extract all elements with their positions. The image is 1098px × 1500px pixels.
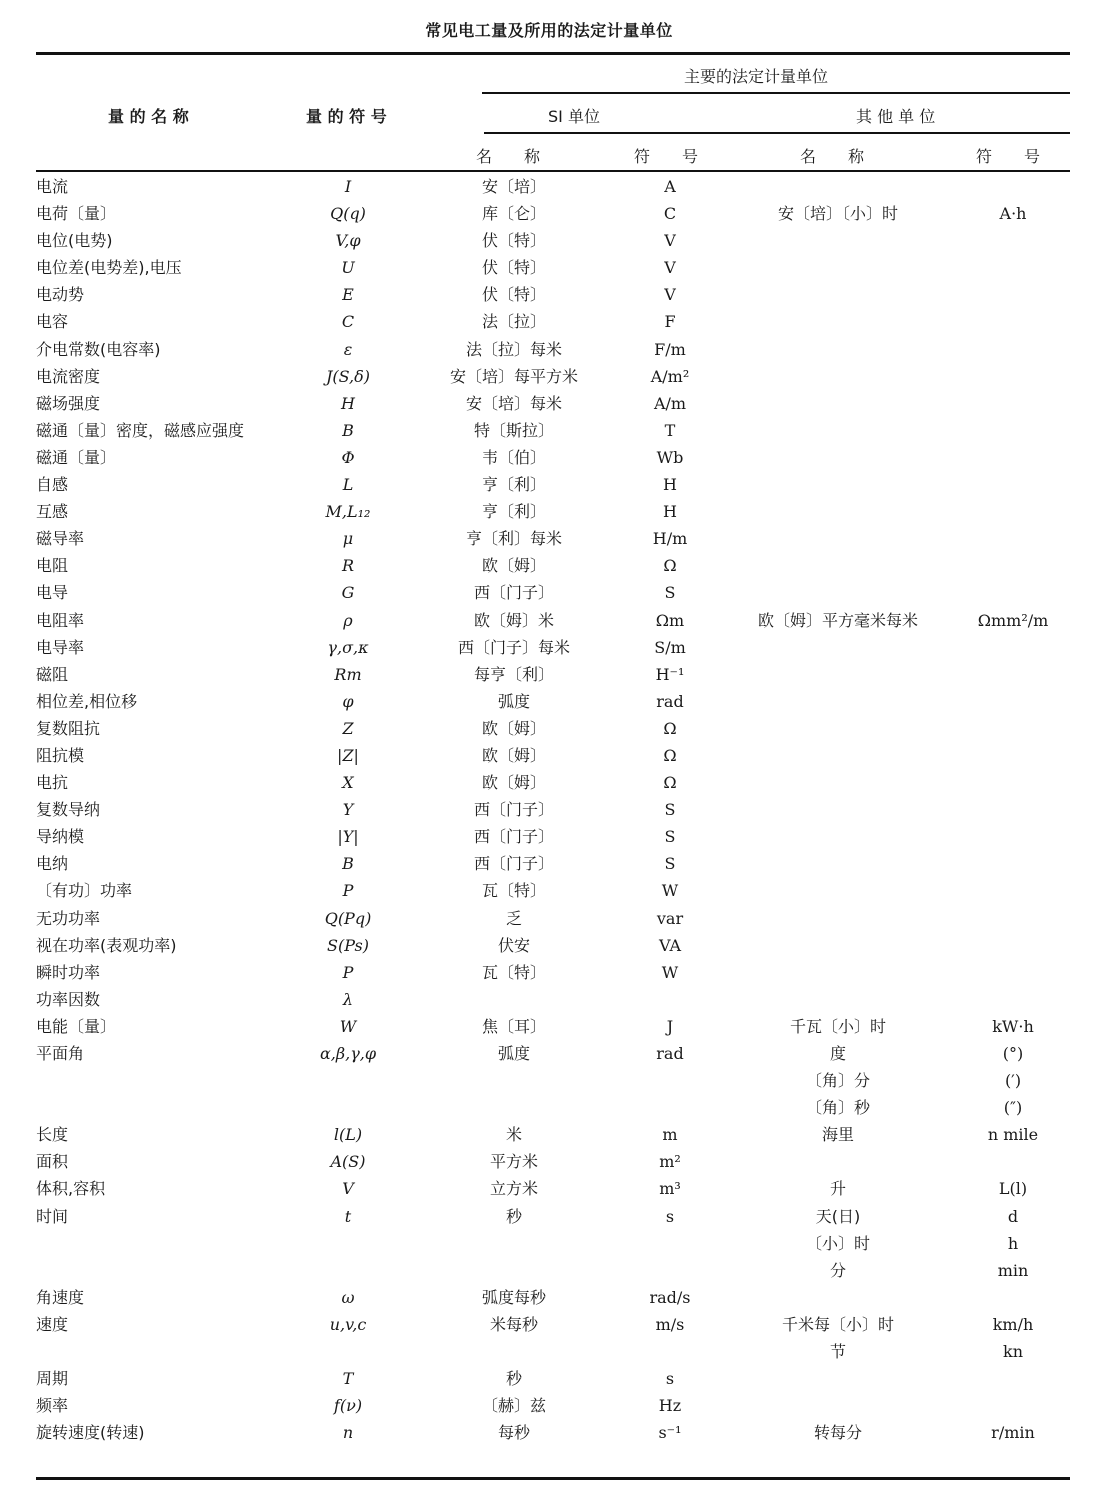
other-unit-symbol: Ωmm²/m — [977, 610, 1049, 630]
quantity-symbol: α,β,γ,φ — [319, 1044, 377, 1063]
si-unit-symbol: A/m — [653, 393, 687, 413]
si-unit-name: 韦〔伯〕 — [481, 447, 547, 467]
table-row — [0, 960, 1098, 987]
table-row — [0, 1095, 1098, 1122]
table-row — [0, 499, 1098, 526]
table-row — [0, 635, 1098, 662]
table-row — [0, 1339, 1098, 1366]
quantity-name: 电纳 — [36, 854, 69, 874]
other-unit-name: 节 — [829, 1342, 847, 1362]
si-unit-name: 库〔仑〕 — [481, 204, 547, 224]
quantity-symbol: B — [342, 854, 354, 874]
table-row — [0, 608, 1098, 635]
other-unit-name: 千米每〔小〕时 — [781, 1314, 895, 1334]
quantity-symbol: U — [341, 258, 355, 278]
si-unit-symbol: m² — [659, 1152, 681, 1172]
header-main-units: 主要的法定计量单位 — [684, 67, 829, 86]
si-unit-name: 西〔门子〕 — [473, 854, 555, 874]
si-unit-symbol: s⁻¹ — [658, 1423, 682, 1443]
quantity-symbol: I — [344, 177, 352, 196]
si-unit-name: 欧〔姆〕 — [481, 745, 547, 765]
si-unit-name: 弧度 — [497, 1044, 531, 1063]
other-unit-name: 〔角〕秒 — [805, 1098, 871, 1118]
si-unit-name: 西〔门子〕 — [473, 827, 555, 847]
quantity-symbol: B — [342, 420, 354, 440]
other-unit-symbol: (″) — [1003, 1098, 1023, 1118]
quantity-symbol: n — [342, 1423, 354, 1443]
quantity-name: 自感 — [36, 475, 69, 495]
other-unit-symbol: km/h — [992, 1314, 1034, 1334]
si-unit-name: 欧〔姆〕 — [481, 718, 547, 738]
si-unit-name: 米每秒 — [489, 1314, 539, 1334]
quantity-symbol: T — [342, 1369, 354, 1389]
quantity-symbol: γ,σ,κ — [327, 637, 369, 657]
quantity-symbol: W — [339, 1016, 357, 1036]
quantity-symbol: l(L) — [333, 1125, 363, 1145]
si-unit-symbol: H — [663, 502, 677, 522]
si-unit-name: 安〔培〕 — [481, 177, 547, 196]
quantity-name: 角速度 — [36, 1287, 85, 1307]
table-row — [0, 174, 1098, 201]
quantity-name: 电流密度 — [36, 366, 101, 386]
table-body — [0, 174, 1098, 1447]
quantity-name: 平面角 — [36, 1044, 85, 1063]
quantity-symbol: |Z| — [337, 745, 359, 765]
si-unit-name: 伏〔特〕 — [481, 258, 547, 278]
table-row — [0, 1312, 1098, 1339]
table-row — [0, 662, 1098, 689]
table-row — [0, 1068, 1098, 1095]
quantity-symbol: Rm — [334, 664, 362, 684]
other-unit-symbol: n mile — [987, 1125, 1039, 1145]
quantity-symbol: Y — [342, 800, 354, 820]
table-row — [0, 1014, 1098, 1041]
table-row — [0, 824, 1098, 851]
table-row — [0, 391, 1098, 418]
quantity-symbol: R — [341, 556, 355, 576]
other-unit-name: 〔角〕分 — [805, 1071, 871, 1091]
quantity-name: 无功功率 — [36, 908, 101, 928]
table-row — [0, 987, 1098, 1014]
quantity-symbol: Z — [342, 718, 354, 738]
quantity-symbol: Φ — [341, 447, 355, 467]
table-row — [0, 851, 1098, 878]
quantity-symbol: L — [342, 475, 354, 495]
si-unit-symbol: rad — [656, 1044, 684, 1063]
si-unit-name: 乏 — [505, 908, 523, 928]
si-unit-symbol: S — [664, 827, 676, 847]
si-unit-name: 〔赫〕兹 — [481, 1396, 547, 1416]
quantity-symbol: φ — [342, 691, 354, 711]
si-unit-symbol: C — [663, 204, 677, 224]
table-row — [0, 580, 1098, 607]
quantity-name: 旋转速度(转速) — [36, 1423, 145, 1443]
header-si-units: SI 单位 — [548, 107, 600, 126]
table-row — [0, 1122, 1098, 1149]
quantity-symbol: A(S) — [330, 1152, 366, 1172]
si-unit-symbol: V — [664, 258, 676, 278]
quantity-name: 磁场强度 — [36, 393, 101, 413]
table-row — [0, 364, 1098, 391]
quantity-symbol: |Y| — [337, 827, 359, 847]
other-unit-name: 海里 — [821, 1125, 855, 1145]
quantity-name: 频率 — [36, 1396, 69, 1416]
quantity-name: 长度 — [36, 1125, 69, 1145]
si-unit-name: 伏〔特〕 — [481, 231, 547, 251]
other-unit-name: 升 — [829, 1179, 847, 1199]
si-unit-name: 每秒 — [497, 1423, 531, 1443]
table-row — [0, 472, 1098, 499]
quantity-name: 体积,容积 — [36, 1179, 106, 1199]
quantity-name: 电阻 — [36, 556, 69, 576]
table-row — [0, 797, 1098, 824]
si-unit-symbol: A — [664, 177, 676, 196]
si-unit-symbol: m/s — [655, 1314, 685, 1334]
quantity-symbol: Q(Pq) — [324, 908, 372, 928]
quantity-symbol: C — [341, 312, 355, 332]
table-row — [0, 1393, 1098, 1420]
quantity-name: 阻抗模 — [36, 745, 85, 765]
quantity-symbol: G — [341, 583, 355, 603]
table-row — [0, 1149, 1098, 1176]
si-unit-symbol: m³ — [659, 1179, 681, 1199]
quantity-name: 瞬时功率 — [36, 962, 101, 982]
si-unit-symbol: Ω — [663, 718, 677, 738]
table-row — [0, 1204, 1098, 1231]
si-unit-symbol: V — [664, 285, 676, 305]
quantity-symbol: S(Ps) — [327, 935, 369, 955]
other-unit-name: 欧〔姆〕平方毫米每米 — [757, 610, 919, 630]
quantity-symbol: V,φ — [335, 231, 361, 251]
si-unit-name: 瓦〔特〕 — [481, 881, 547, 901]
other-unit-symbol: kn — [1003, 1342, 1023, 1362]
table-row — [0, 228, 1098, 255]
si-unit-name: 欧〔姆〕 — [481, 773, 547, 793]
si-unit-symbol: H/m — [652, 529, 688, 549]
si-unit-name: 每亨〔利〕 — [473, 664, 555, 684]
quantity-symbol: ε — [343, 339, 353, 359]
table-row — [0, 716, 1098, 743]
quantity-name: 介电常数(电容率) — [36, 339, 161, 359]
si-unit-symbol: s — [665, 1206, 675, 1226]
quantity-name: 磁通〔量〕密度，磁感应强度 — [36, 420, 245, 440]
quantity-name: 磁导率 — [36, 529, 85, 549]
si-unit-name: 法〔拉〕每米 — [465, 339, 563, 359]
bottom-rule — [36, 1477, 1070, 1480]
quantity-symbol: P — [342, 962, 354, 982]
top-rule — [36, 52, 1070, 55]
main-units-rule — [482, 92, 1070, 94]
table-row — [0, 1366, 1098, 1393]
other-unit-name: 天(日) — [815, 1206, 861, 1226]
other-unit-symbol: h — [1007, 1233, 1019, 1253]
quantity-name: 磁通〔量〕 — [36, 447, 117, 467]
other-unit-name: 转每分 — [813, 1423, 863, 1443]
quantity-name: 导纳模 — [36, 827, 85, 847]
quantity-name: 视在功率(表观功率) — [36, 935, 177, 955]
quantity-name: 电导率 — [36, 637, 85, 657]
si-unit-symbol: Wb — [656, 447, 684, 467]
si-unit-name: 亨〔利〕每米 — [465, 529, 563, 549]
other-unit-name: 度 — [829, 1044, 847, 1063]
quantity-name: 复数阻抗 — [36, 718, 101, 738]
si-unit-name: 安〔培〕每平方米 — [449, 366, 579, 386]
si-unit-symbol: Ωm — [655, 610, 685, 630]
quantity-name: 互感 — [36, 502, 69, 522]
si-unit-symbol: VA — [658, 935, 682, 955]
si-unit-name: 西〔门子〕每米 — [457, 637, 571, 657]
si-unit-name: 弧度 — [497, 691, 531, 711]
si-unit-name: 立方米 — [489, 1179, 539, 1199]
header-quantity-name: 量 的 名 称 — [108, 107, 189, 126]
other-unit-symbol: kW·h — [992, 1016, 1034, 1036]
table-row — [0, 1041, 1098, 1068]
si-unit-symbol: S — [664, 800, 676, 820]
header-other-units: 其 他 单 位 — [856, 107, 936, 126]
si-unit-symbol: F/m — [654, 339, 686, 359]
si-unit-symbol: m — [662, 1125, 678, 1145]
si-unit-name: 安〔培〕每米 — [465, 393, 563, 413]
other-unit-name: 千瓦〔小〕时 — [789, 1016, 887, 1036]
si-unit-name: 法〔拉〕 — [481, 312, 547, 332]
quantity-symbol: ρ — [343, 610, 353, 630]
si-unit-symbol: V — [664, 231, 676, 251]
si-unit-symbol: J — [666, 1016, 674, 1036]
quantity-name: 电能〔量〕 — [36, 1016, 117, 1036]
quantity-symbol: μ — [342, 529, 354, 549]
other-unit-symbol: r/min — [991, 1423, 1035, 1443]
quantity-name: 电荷〔量〕 — [36, 204, 117, 224]
quantity-symbol: E — [342, 285, 354, 305]
table-row — [0, 743, 1098, 770]
header-si-name: 名 称 — [476, 147, 541, 166]
quantity-symbol: V — [342, 1179, 354, 1199]
table-row — [0, 770, 1098, 797]
table-title: 常见电工量及所用的法定计量单位 — [425, 21, 673, 40]
table-row — [0, 1258, 1098, 1285]
quantity-symbol: P — [342, 881, 354, 901]
quantity-symbol: u,v,c — [329, 1314, 367, 1334]
si-unit-symbol: Ω — [663, 745, 677, 765]
quantity-name: 电阻率 — [36, 610, 85, 630]
quantity-name: 电位(电势) — [36, 231, 113, 251]
si-unit-name: 秒 — [505, 1206, 523, 1226]
quantity-symbol: H — [341, 393, 355, 413]
si-unit-name: 西〔门子〕 — [473, 800, 555, 820]
si-unit-symbol: T — [664, 420, 676, 440]
table-row — [0, 933, 1098, 960]
si-unit-name: 伏安 — [497, 935, 531, 955]
table-row — [0, 337, 1098, 364]
table-row — [0, 309, 1098, 336]
quantity-name: 电动势 — [36, 285, 85, 305]
quantity-name: 电容 — [36, 312, 69, 332]
si-unit-symbol: s — [665, 1369, 675, 1389]
si-unit-name: 伏〔特〕 — [481, 285, 547, 305]
quantity-symbol: λ — [342, 989, 354, 1009]
table-row — [0, 553, 1098, 580]
quantity-symbol: M,L₁₂ — [325, 502, 371, 522]
quantity-name: 电位差(电势差),电压 — [36, 258, 182, 278]
quantity-name: 功率因数 — [36, 989, 101, 1009]
header-si-symbol: 符 号 — [634, 147, 699, 166]
si-unit-symbol: rad — [656, 691, 684, 711]
si-unit-name: 焦〔耳〕 — [481, 1016, 547, 1036]
table-row — [0, 445, 1098, 472]
table-row — [0, 878, 1098, 905]
quantity-name: 面积 — [36, 1152, 69, 1172]
si-unit-symbol: rad/s — [649, 1287, 691, 1307]
quantity-symbol: J(S,δ) — [325, 366, 371, 386]
si-unit-symbol: Ω — [663, 556, 677, 576]
quantity-symbol: t — [344, 1206, 352, 1226]
si-unit-name: 瓦〔特〕 — [481, 962, 547, 982]
table-row — [0, 418, 1098, 445]
si-unit-symbol: H⁻¹ — [655, 664, 685, 684]
si-unit-symbol: Hz — [658, 1396, 682, 1416]
si-unit-name: 西〔门子〕 — [473, 583, 555, 603]
quantity-name: 电流 — [36, 177, 69, 196]
table-row — [0, 1231, 1098, 1258]
table-row — [0, 526, 1098, 553]
other-unit-symbol: (°) — [1002, 1044, 1024, 1063]
subunits-rule — [484, 132, 1070, 134]
header-other-symbol: 符 号 — [976, 147, 1041, 166]
header-quantity-symbol: 量 的 符 号 — [306, 107, 387, 126]
si-unit-symbol: S — [664, 583, 676, 603]
quantity-symbol: Q(q) — [330, 204, 366, 224]
si-unit-symbol: W — [661, 962, 679, 982]
other-unit-symbol: (′) — [1004, 1071, 1022, 1091]
si-unit-symbol: Ω — [663, 773, 677, 793]
table-row — [0, 1420, 1098, 1447]
si-unit-name: 欧〔姆〕米 — [473, 610, 555, 630]
quantity-name: 磁阻 — [36, 664, 69, 684]
other-unit-symbol: min — [997, 1260, 1029, 1280]
si-unit-name: 特〔斯拉〕 — [473, 420, 555, 440]
other-unit-name: 分 — [829, 1260, 847, 1280]
si-unit-symbol: A/m² — [650, 366, 690, 386]
si-unit-name: 亨〔利〕 — [481, 475, 547, 495]
si-unit-symbol: var — [656, 908, 684, 928]
table-row — [0, 906, 1098, 933]
other-unit-symbol: L(l) — [998, 1179, 1028, 1199]
si-unit-symbol: H — [663, 475, 677, 495]
header-bottom-rule — [36, 170, 1070, 172]
quantity-name: 电抗 — [36, 773, 69, 793]
other-unit-name: 安〔培〕〔小〕时 — [777, 204, 899, 224]
other-unit-symbol: d — [1007, 1206, 1019, 1226]
quantity-name: 速度 — [36, 1314, 69, 1334]
quantity-name: 电导 — [36, 583, 69, 603]
table-row — [0, 1176, 1098, 1203]
si-unit-symbol: S — [664, 854, 676, 874]
table-row — [0, 1285, 1098, 1312]
si-unit-name: 亨〔利〕 — [481, 502, 547, 522]
quantity-symbol: ω — [341, 1287, 355, 1307]
si-unit-symbol: F — [664, 312, 676, 332]
si-unit-name: 平方米 — [489, 1152, 539, 1172]
quantity-name: 复数导纳 — [36, 800, 101, 820]
quantity-name: 周期 — [36, 1369, 69, 1389]
quantity-symbol: X — [342, 773, 354, 793]
si-unit-name: 欧〔姆〕 — [481, 556, 547, 576]
si-unit-name: 秒 — [505, 1369, 523, 1389]
quantity-name: 〔有功〕功率 — [36, 881, 133, 901]
table-row — [0, 201, 1098, 228]
si-unit-symbol: S/m — [654, 637, 686, 657]
quantity-name: 相位差,相位移 — [36, 691, 138, 711]
other-unit-name: 〔小〕时 — [805, 1233, 871, 1253]
si-unit-name: 米 — [505, 1125, 523, 1145]
table-row — [0, 255, 1098, 282]
other-unit-symbol: A·h — [999, 204, 1027, 224]
quantity-name: 时间 — [36, 1206, 69, 1226]
header-other-name: 名 称 — [800, 147, 865, 166]
quantity-symbol: f(ν) — [333, 1396, 363, 1416]
table-row — [0, 689, 1098, 716]
table-row — [0, 282, 1098, 309]
si-unit-symbol: W — [661, 881, 679, 901]
si-unit-name: 弧度每秒 — [481, 1287, 547, 1307]
